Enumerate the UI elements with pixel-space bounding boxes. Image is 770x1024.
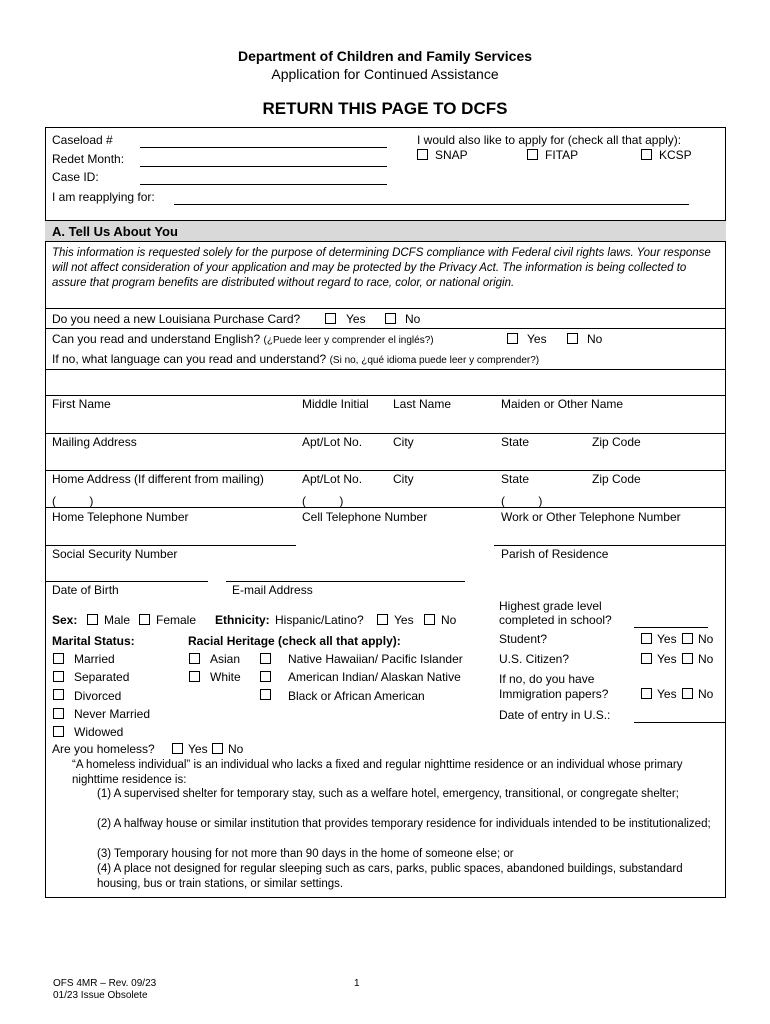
purchase-card-yes-checkbox[interactable]: [325, 313, 336, 324]
fitap-checkbox[interactable]: [527, 149, 538, 160]
civil-rights-notice: This information is requested solely for the purpose of determining DCFS compliance with Federal civil rights laws. Your response will not affect consideration of your application and may be protected by the Privacy Act. The information is being collected to assure that program benefits are distributed without regard to race, color, or national origin.: [52, 247, 711, 289]
separated-checkbox[interactable]: [53, 671, 64, 682]
caseload-label: Caseload #: [52, 133, 113, 147]
citizen-label: U.S. Citizen?: [499, 652, 570, 666]
married-checkbox[interactable]: [53, 653, 64, 664]
ethnicity-label: Ethnicity:: [215, 613, 270, 627]
divider: [45, 507, 726, 508]
divider: [45, 433, 726, 434]
male-label: Male: [104, 613, 131, 627]
immigration-label-2: Immigration papers?: [499, 687, 609, 701]
last-name-label: Last Name: [393, 397, 452, 411]
language-question-spanish: (Si no, ¿qué idioma puede leer y comprender?): [329, 355, 540, 366]
student-no-label: No: [698, 632, 714, 646]
immigration-no-label: No: [698, 687, 714, 701]
mailing-city-label: City: [393, 435, 414, 449]
immigration-yes-checkbox[interactable]: [641, 688, 652, 699]
mailing-address-label: Mailing Address: [52, 435, 137, 449]
immigration-yes-label: Yes: [657, 687, 677, 701]
dob-field[interactable]: [45, 581, 208, 582]
return-title: RETURN THIS PAGE TO DCFS: [262, 99, 508, 118]
white-label: White: [210, 670, 241, 684]
female-label: Female: [156, 613, 197, 627]
homeless-item-4: (4) A place not designed for regular sleeping such as cars, parks, public spaces, abandoned buildings, substandard housing, bus or train stations, or similar settings.: [97, 863, 683, 890]
asian-label: Asian: [210, 652, 241, 666]
redet-month-label: Redet Month:: [52, 152, 125, 166]
hawaiian-checkbox[interactable]: [260, 653, 271, 664]
reapply-field[interactable]: [174, 204, 689, 205]
english-yes-checkbox[interactable]: [507, 333, 518, 344]
divorced-checkbox[interactable]: [53, 689, 64, 700]
cell-area-code[interactable]: ( ): [302, 494, 344, 508]
hispanic-no-checkbox[interactable]: [424, 614, 435, 625]
divorced-label: Divorced: [74, 689, 122, 703]
homeless-question: Are you homeless?: [52, 742, 155, 756]
first-name-label: First Name: [52, 397, 111, 411]
section-a-title: A. Tell Us About You: [52, 224, 178, 239]
student-no-checkbox[interactable]: [682, 633, 693, 644]
page-number: 1: [354, 978, 360, 989]
citizen-no-checkbox[interactable]: [682, 653, 693, 664]
english-question-spanish: (¿Puede leer y comprender el inglés?): [263, 335, 434, 346]
homeless-definition: “A homeless individual” is an individual who lacks a fixed and regular nighttime residence or an individual whose primary nighttime residence is:: [72, 759, 683, 786]
entry-date-field[interactable]: [634, 722, 726, 723]
hispanic-label: Hispanic/Latino?: [275, 613, 364, 627]
parish-field[interactable]: [494, 545, 726, 546]
marital-status-label: Marital Status:: [52, 634, 135, 648]
language-question-text: If no, what language can you read and understand?: [52, 352, 327, 366]
mailing-state-label: State: [501, 435, 530, 449]
work-area-code[interactable]: ( ): [501, 494, 543, 508]
hawaiian-label: Native Hawaiian/ Pacific Islander: [288, 652, 463, 666]
english-no-label: No: [587, 332, 603, 346]
homeless-item-2: (2) A halfway house or similar institution that provides temporary residence for individuals intended to be institutionalized;: [97, 818, 711, 830]
homeless-yes-checkbox[interactable]: [172, 743, 183, 754]
also-apply-label: I would also like to apply for (check all that apply):: [417, 133, 682, 147]
home-address-label: Home Address (If different from mailing): [52, 472, 264, 486]
white-checkbox[interactable]: [189, 671, 200, 682]
home-zip-label: Zip Code: [592, 472, 641, 486]
cell-phone-label: Cell Telephone Number: [302, 510, 428, 524]
hispanic-yes-label: Yes: [394, 613, 414, 627]
mailing-zip-label: Zip Code: [592, 435, 641, 449]
form-id: OFS 4MR – Rev. 09/23: [53, 978, 157, 989]
english-yes-label: Yes: [527, 332, 547, 346]
sex-label: Sex:: [52, 613, 78, 627]
homeless-item-1: (1) A supervised shelter for temporary stay, such as a welfare hotel, emergency, transitional, or congregate shelter;: [97, 788, 679, 800]
american-indian-checkbox[interactable]: [260, 671, 271, 682]
ssn-label: Social Security Number: [52, 547, 178, 561]
obsolete-note: 01/23 Issue Obsolete: [53, 990, 148, 1001]
snap-checkbox[interactable]: [417, 149, 428, 160]
american-indian-label: American Indian/ Alaskan Native: [288, 670, 461, 684]
redet-month-field[interactable]: [140, 166, 387, 167]
divider: [45, 308, 726, 309]
widowed-checkbox[interactable]: [53, 726, 64, 737]
purchase-card-no-label: No: [405, 312, 421, 326]
home-phone-label: Home Telephone Number: [52, 510, 189, 524]
email-label: E-mail Address: [232, 583, 313, 597]
home-city-label: City: [393, 472, 414, 486]
citizen-yes-label: Yes: [657, 652, 677, 666]
black-checkbox[interactable]: [260, 689, 271, 700]
fitap-label: FITAP: [545, 148, 579, 162]
citizen-yes-checkbox[interactable]: [641, 653, 652, 664]
hispanic-no-label: No: [441, 613, 457, 627]
homeless-no-label: No: [228, 742, 244, 756]
married-label: Married: [74, 652, 115, 666]
racial-heritage-label: Racial Heritage (check all that apply):: [188, 634, 401, 648]
entry-date-label: Date of entry in U.S.:: [499, 708, 611, 722]
asian-checkbox[interactable]: [189, 653, 200, 664]
student-yes-label: Yes: [657, 632, 677, 646]
snap-label: SNAP: [435, 148, 468, 162]
work-phone-label: Work or Other Telephone Number: [501, 510, 681, 524]
widowed-label: Widowed: [74, 725, 124, 739]
hispanic-yes-checkbox[interactable]: [377, 614, 388, 625]
case-id-field[interactable]: [140, 184, 387, 185]
female-checkbox[interactable]: [139, 614, 150, 625]
homeless-yes-label: Yes: [188, 742, 208, 756]
home-apt-label: Apt/Lot No.: [302, 472, 363, 486]
english-question-text: Can you read and understand English?: [52, 332, 261, 346]
application-title: Application for Continued Assistance: [271, 66, 499, 82]
grade-level-field[interactable]: [634, 627, 708, 628]
black-label: Black or African American: [288, 689, 425, 703]
ssn-field[interactable]: [45, 545, 296, 546]
divider: [45, 470, 726, 471]
english-question: [52, 332, 434, 346]
divider: [45, 328, 726, 329]
english-no-checkbox[interactable]: [567, 333, 578, 344]
caseload-field[interactable]: [140, 147, 387, 148]
kcsp-label: KCSP: [659, 148, 692, 162]
language-question: [52, 352, 539, 366]
never-married-checkbox[interactable]: [53, 708, 64, 719]
separated-label: Separated: [74, 670, 130, 684]
student-label: Student?: [499, 632, 548, 646]
home-state-label: State: [501, 472, 530, 486]
department-title: Department of Children and Family Services: [237, 48, 533, 64]
never-married-label: Never Married: [74, 707, 151, 721]
divider: [45, 369, 726, 370]
grade-level-label-1: Highest grade level: [499, 599, 602, 613]
immigration-label-1: If no, do you have: [499, 672, 595, 686]
divider: [45, 395, 726, 396]
kcsp-checkbox[interactable]: [641, 149, 652, 160]
citizen-no-label: No: [698, 652, 714, 666]
home-area-code[interactable]: ( ): [52, 494, 94, 508]
male-checkbox[interactable]: [87, 614, 98, 625]
grade-level-label-2: completed in school?: [499, 613, 612, 627]
immigration-no-checkbox[interactable]: [682, 688, 693, 699]
dob-label: Date of Birth: [52, 583, 119, 597]
reapply-label: I am reapplying for:: [52, 190, 155, 204]
maiden-name-label: Maiden or Other Name: [501, 397, 624, 411]
case-id-label: Case ID:: [52, 170, 99, 184]
homeless-item-3: (3) Temporary housing for not more than 90 days in the home of someone else; or: [97, 848, 514, 860]
purchase-card-no-checkbox[interactable]: [385, 313, 396, 324]
middle-initial-label: Middle Initial: [302, 397, 369, 411]
purchase-card-question: Do you need a new Louisiana Purchase Card?: [52, 312, 301, 326]
email-field[interactable]: [226, 581, 465, 582]
purchase-card-yes-label: Yes: [346, 312, 366, 326]
parish-label: Parish of Residence: [501, 547, 609, 561]
homeless-no-checkbox[interactable]: [212, 743, 223, 754]
student-yes-checkbox[interactable]: [641, 633, 652, 644]
mailing-apt-label: Apt/Lot No.: [302, 435, 363, 449]
